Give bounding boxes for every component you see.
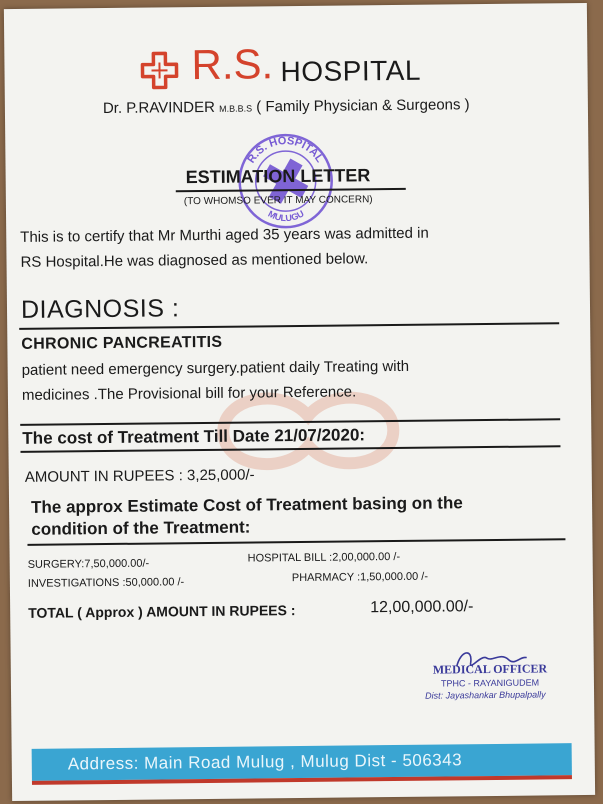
address-text: Address: Main Road Mulug , Mulug Dist - 506343 [67, 750, 463, 774]
officer-center: TPHC - RAYANIGUDEM [440, 677, 540, 689]
hospital-name: HOSPITAL [280, 54, 422, 88]
officer-district: Dist: Jayashankar Bhupalpally [425, 689, 546, 701]
intro-line-2: RS Hospital.He was diagnosed as mentioned below. [20, 250, 369, 271]
doctor-name: Dr. P.RAVINDER [102, 98, 220, 118]
surgery-cost: SURGERY:7,50,000.00/- [27, 557, 150, 571]
letter-title: ESTIMATION LETTER [185, 165, 371, 188]
total-value: 12,00,000.00/- [370, 598, 474, 617]
amount-in-rupees: AMOUNT IN RUPEES : 3,25,000/- [24, 466, 255, 486]
diagnosis-note-line-2: medicines .The Provisional bill for your Reference. [21, 383, 357, 404]
investigations-cost: INVESTIGATIONS :50,000.00 /- [27, 576, 185, 590]
intro-line-1: This is to certify that Mr Murthi aged 35 years was admitted in [20, 224, 429, 246]
estimate-title-line-2: condition of the Treatment: [31, 517, 251, 539]
doctor-degree: M.B.B.S [219, 103, 253, 114]
pharmacy-cost: PHARMACY :1,50,000.00 /- [291, 570, 429, 585]
doctor-specialty: ( Family Physician & Surgeons ) [251, 96, 470, 116]
hospital-initials: R.S. [191, 40, 274, 89]
svg-text:R.S. HOSPITAL [245, 134, 326, 165]
diagnosis-note-line-1: patient need emergency surgery.patient daily Treating with [21, 357, 410, 379]
letter-subtitle: (TO WHOMSO EVER IT MAY CONCERN) [183, 194, 373, 208]
diagnosis-heading: DIAGNOSIS : [20, 294, 180, 324]
stamp-top-text: R.S. HOSPITAL [245, 134, 326, 166]
stamp-bottom-text: MULUGU [266, 208, 306, 224]
estimation-letter-paper [4, 3, 595, 801]
hospital-bill-cost: HOSPITAL BILL :2,00,000.00 /- [247, 550, 401, 565]
doctor-line [103, 96, 470, 117]
diagnosis-condition: CHRONIC PANCREATITIS [21, 333, 223, 353]
cost-till-date-title: The cost of Treatment Till Date 21/07/2020: [22, 425, 366, 448]
estimate-title-line-1: The approx Estimate Cost of Treatment basing on the [30, 493, 463, 517]
hospital-cross-logo-icon [139, 50, 179, 90]
medical-officer-title: MEDICAL OFFICER [432, 661, 548, 677]
estimate-divider [27, 538, 565, 545]
total-label: TOTAL ( Approx ) AMOUNT IN RUPEES : [28, 602, 296, 621]
